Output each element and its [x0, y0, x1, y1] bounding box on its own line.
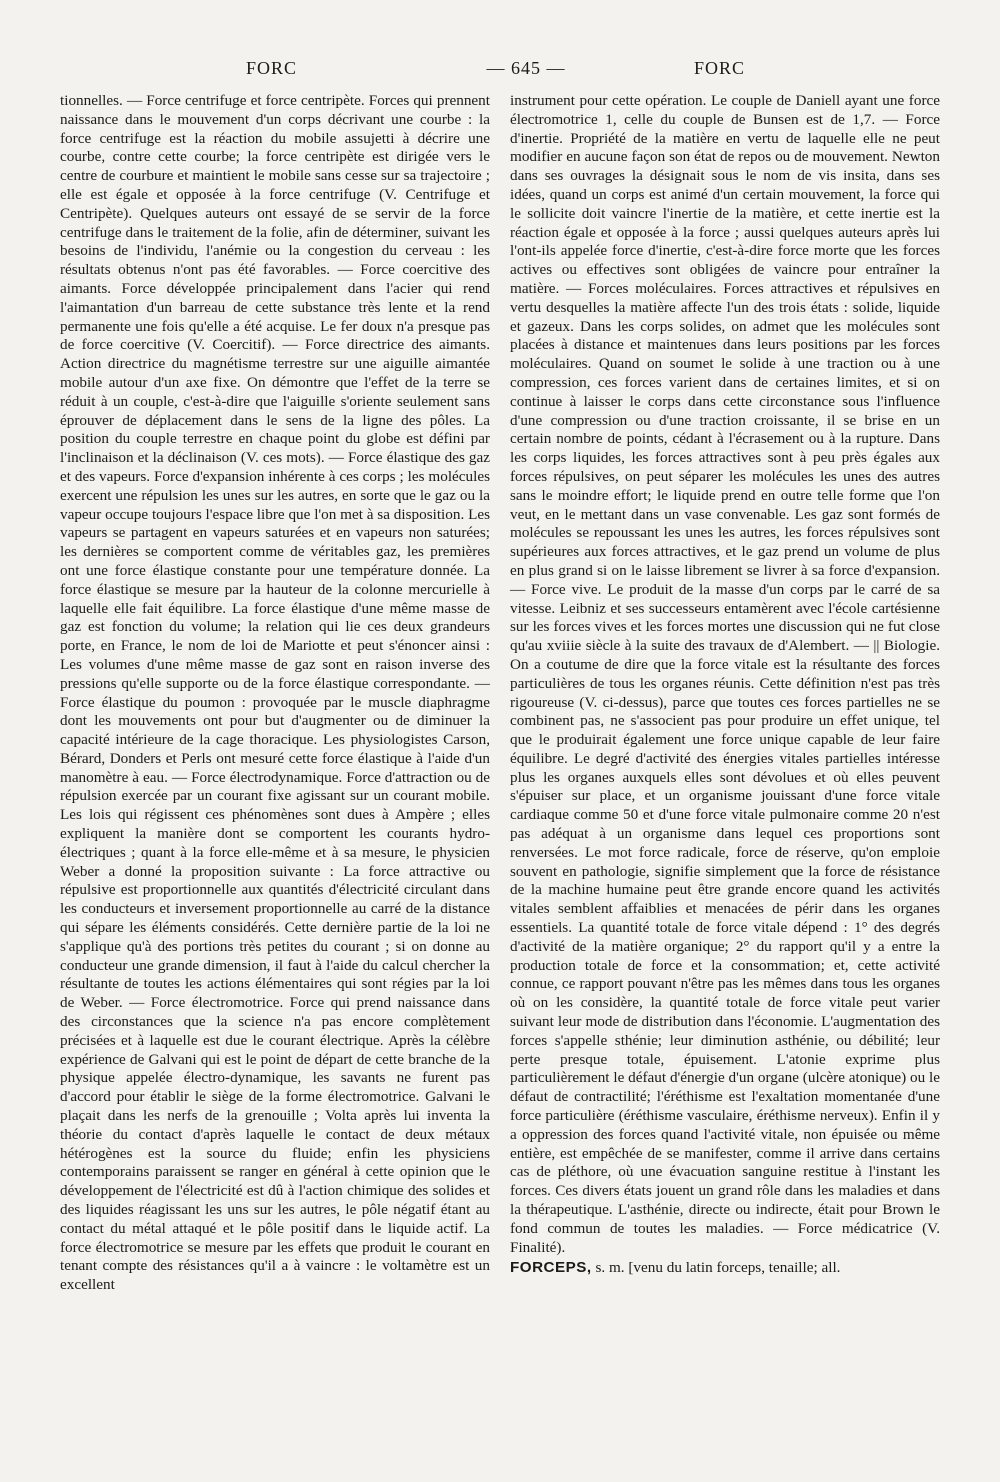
left-column-text: tionnelles. — Force centrifuge et force centripète. Forces qui prennent naissance dans le mouvement d'un corps décrivant une courbe : la force centrifuge est la réaction du mobile assujetti à décrire une courbe, contre cette courbe; la force centripète est dirigée vers le centre de courbure et maintient le mobile sans cesse sur sa trajectoire ; elle est égale et opposée à la force centrifuge (V. Centrifuge et Centripète). Quelques auteurs ont essayé de se servir de la force centrifuge dans le traitement de la folie, afin de déterminer, suivant les besoins de l'individu, l'anémie ou la congestion du cerveau : les résultats obtenus n'ont pas été favorables. — Force coercitive des aimants. Force développée principalement dans l'acier qui rend l'aimantation d'un barreau de cette substance très lente et la rend permanente une fois qu'elle a été acquise. Le fer doux n'a presque pas de force coercitive (V. Coercitif). — Force directrice des aimants. Action directrice du magnétisme terrestre sur une aiguille aimantée mobile autour d'un axe fixe. On démontre que l'effet de la terre se réduit à un couple, c'est-à-dire que l'aiguille s'oriente seulement sans éprouver de déplacement dans le sens de la ligne des pôles. La position du couple terrestre en chaque point du globe est défini par l'inclinaison et la déclinaison (V. ces mots). — Force élastique des gaz et des vapeurs. Force d'expansion inhérente à ces corps ; les molécules exercent une répulsion les unes sur les autres, en sorte que le gaz ou la vapeur occupe toujours l'espace libre que l'on met à sa disposition. Les vapeurs se partagent en vapeurs saturées et en vapeurs non saturées; les dernières se comportent comme de véritables gaz, les premières ont une force élastique constante pour une température donnée. La force élastique se mesure par la hauteur de la colonne mercurielle à laquelle elle fait équilibre. La force élastique d'une même masse de gaz est fonction du volume; la relation qui lie ces deux grandeurs porte, en France, le nom de loi de Mariotte et peut s'énoncer ainsi : Les volumes d'une même masse de gaz sont en raison inverse des pressions qu'elle supporte ou de la force élastique correspondante. — Force élastique du poumon : provoquée par le muscle diaphragme dont les mouvements ont pour but d'augmenter ou de diminuer la capacité intérieure de la cage thoracique. Les physiologistes Carson, Bérard, Donders et Perls ont mesuré cette force élastique à l'aide d'un manomètre à eau. — Force électrodynamique. Force d'attraction ou de répulsion exercée par un courant fixe agissant sur un courant mobile. Les lois qui régissent ces phénomènes sont dues à Ampère ; elles expliquent la manière dont se comportent les courants hydro-électriques ; quant à la force elle-même et à sa mesure, le physicien Weber a donné la proposition suivante : La force attractive ou répulsive est proportionnelle aux quantités d'électricité circulant dans les conducteurs et inversement proportionnelle au carré de la distance qui sépare les éléments considérés. Cette dernière partie de la loi ne s'applique qu'à des portions très petites du courant ; si on donne au conducteur une grande dimension, il faut à l'aide du calcul chercher la résultante de toutes les actions élémentaires qui sont régies par la loi de Weber. — Force électromotrice. Force qui prend naissance dans des circonstances que la science n'a pas encore complètement précisées et à laquelle est due le courant électrique. Après la célèbre expérience de Galvani qui est le point de départ de cette branche de la physique appelée électro-dynamique, les savants ne furent pas d'accord pour établir le siège de la forme électromotrice. Galvani le plaçait dans les nerfs de la grenouille ; Volta après lui inventa la théorie du contact d'après laquelle le contact de deux métaux hétérogènes est la source du fluide; enfin les physiciens contemporains paraissent se ranger en général à cette opinion que le développement de l'électricité est dû à l'action chimique des solides et des liquides réagissant les uns sur les autres, le pôle négatif étant au contact du métal attaqué et le pôle positif dans le liquide actif. La force électromotrice se mesure par les effets que produit le courant en tenant compte des résistances qu'il a à vaincre : le voltamètre est un excellent [60, 92, 490, 1294]
entry-forceps [510, 1259, 940, 1278]
header-right-word: FORC [694, 58, 746, 78]
right-column [510, 92, 940, 1278]
page-number: — 645 — [486, 58, 566, 78]
left-column [60, 92, 490, 1295]
right-column-text: instrument pour cette opération. Le couple de Daniell ayant une force électromotrice 1, celle du couple de Bunsen est de 1,7. — Force d'inertie. Propriété de la matière en vertu de laquelle elle ne peut modifier en aucune façon son état de repos ou de mouvement. Newton dans ses ouvrages la désignait sous le nom de vis insita, dans ses idées, quand un corps est animé d'un certain mouvement, la force qui le sollicite doit vaincre l'inertie de la matière, et cette inertie est la réaction égale et opposée à la force ; aussi quelques auteurs après lui l'ont-ils appelée force d'inertie, c'est-à-dire force morte que les forces actives ou effectives sont obligées de vaincre pour entraîner la matière. — Forces moléculaires. Forces attractives et répulsives en vertu desquelles la matière affecte l'un des trois états : solide, liquide et gazeux. Dans les corps solides, on admet que les molécules sont placées à distance et maintenues dans leurs positions par les forces moléculaires. Quand on soumet le solide à une traction ou à une compression, ces forces varient dans de certaines limites, et si on continue à laisser le corps dans cette circonstance sous l'influence d'une compression ou d'une traction croissante, il se brise en un certain nombre de points, cédant à l'écrasement ou à la rupture. Dans les corps liquides, les forces attractives sont à peu près égales aux forces répulsives, on peut séparer les molécules les unes des autres sans le moindre effort; le liquide prend en outre telle forme que l'on veut, en le mettant dans un vase convenable. Les gaz sont formés de molécules se repoussant les unes les autres, les forces répulsives sont supérieures aux forces attractives, et le gaz prend un volume de plus en plus grand si on le laisse librement se livrer à sa force d'expansion. — Force vive. Le produit de la masse d'un corps par le carré de sa vitesse. Leibniz et ses successeurs entamèrent avec l'école cartésienne sur les forces vives et les forces mortes une discussion qui ne fut close qu'au xviiie siècle à la suite des travaux de d'Alembert. — || Biologie. On a coutume de dire que la force vitale est la résultante des forces particulières de tous les organes réunis. Cette définition n'est pas très rigoureuse (V. ci-dessus), parce que toutes ces forces partielles ne se combinent pas, ne s'associent pas pour produire un effet unique, tel que le produirait également une force unique capable de leur faire équilibre. Le degré d'activité des énergies vitales partielles intéresse plus les organes auxquels elles sont dévolues et où elles peuvent s'épuiser sur place, et un organisme jouissant d'une force vitale cardiaque comme 50 et d'une force vitale pulmonaire comme 20 n'est pas adéquat à un organisme dans lequel ces proportions sont renversées. Le mot force radicale, force de réserve, qu'on emploie souvent en pathologie, signifie simplement que la force de résistance de la machine humaine peut être grande encore quand les activités vitales semblent affaiblies et menacées de périr dans les organes essentiels. La quantité totale de force vitale dépend : 1° des degrés d'activité de la matière organique; 2° du rapport qu'il y a entre la production totale de force et la consommation; et, cette activité connue, ce rapport pouvant n'être pas les mêmes dans tous les organes où on les considère, la quantité totale de force vitale peut varier suivant leur mode de distribution dans l'économie. L'augmentation des forces s'appelle sthénie; leur diminution asthénie, ou débilité; leur perte presque totale, épuisement. L'atonie exprime plus particulièrement le défaut d'énergie d'un organe (ulcère atonique) ou le défaut de contractilité; l'éréthisme est l'exaltation momentanée d'une force particulière (éréthisme vasculaire, éréthisme nerveux). Enfin il y a oppression des forces quand l'activité vitale, non épuisée ou même entière, est empêchée de se manifester, comme il arrive dans certains cas de pléthore, où une évacuation sanguine restitue à l'instant les forces. Ces divers états jouent un grand rôle dans les maladies et dans la thérapeutique. L'asthénie, directe ou indirecte, était pour Brown le fond commun de toutes les maladies. — Force médicatrice (V. Finalité). [510, 92, 940, 1256]
entry-headword: FORCEPS, [510, 1259, 592, 1277]
entry-text: s. m. [venu du latin forceps, tenaille; all. [591, 1259, 841, 1277]
running-header [60, 58, 940, 86]
header-left-word: FORC [246, 58, 298, 78]
